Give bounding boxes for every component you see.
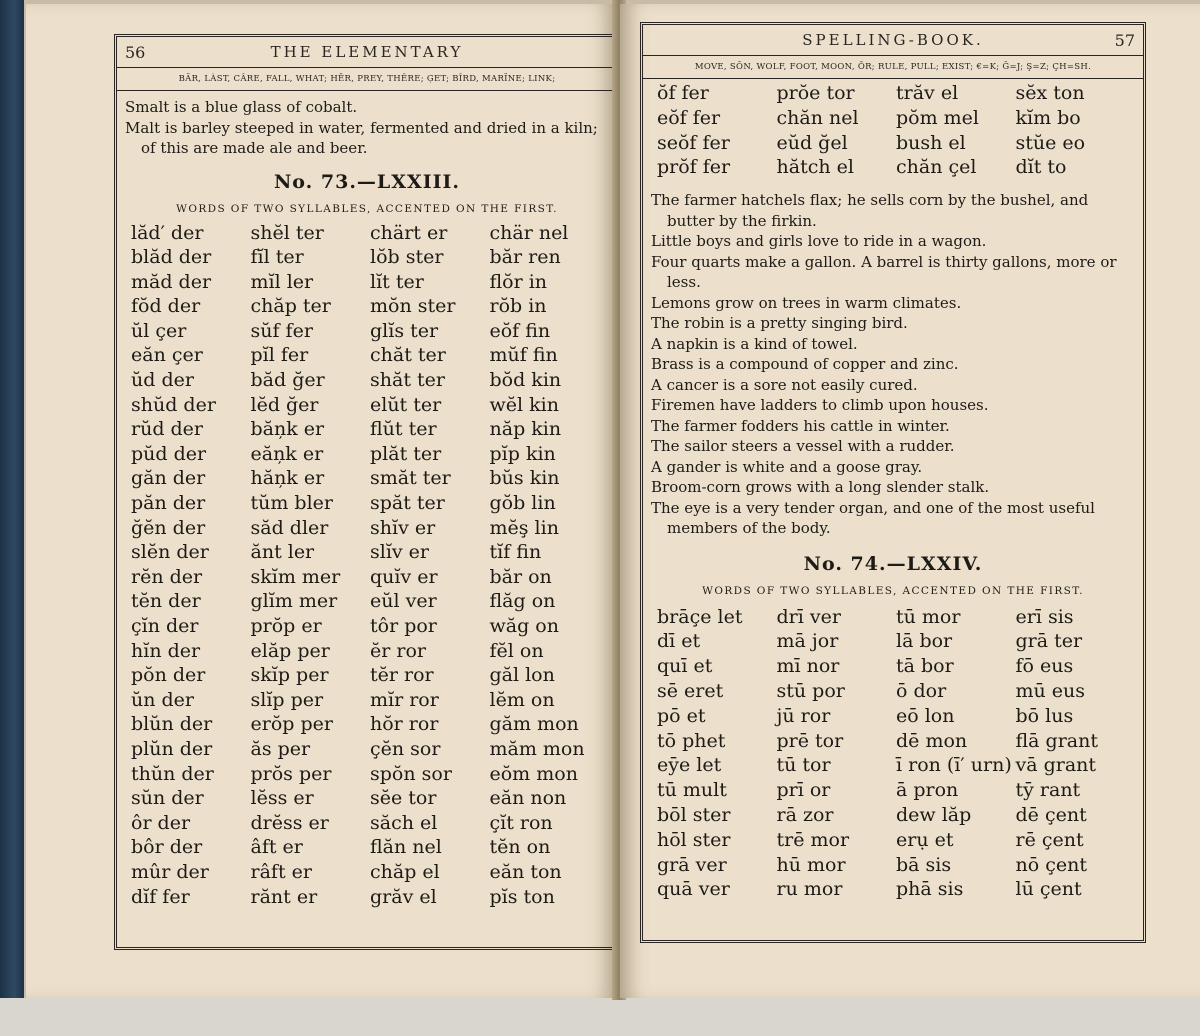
word-entry: çĕn sor bbox=[370, 737, 441, 760]
word-entry: sē eret bbox=[657, 680, 724, 703]
word-entry: çĭn der bbox=[131, 615, 199, 637]
word-entry: pĭp kin bbox=[489, 442, 556, 465]
word-entry: trăv el bbox=[896, 82, 959, 104]
word-entry: tôr por bbox=[370, 615, 437, 637]
word-entry: ôr der bbox=[131, 811, 191, 834]
word-entry: phā sis bbox=[896, 878, 964, 901]
prose-line: A cancer is a sore not easily cured. bbox=[651, 375, 918, 394]
word-entry: slĕn der bbox=[131, 541, 209, 564]
word-entry: hōl ster bbox=[657, 828, 731, 851]
word-entry: grā ver bbox=[657, 853, 727, 876]
word-entry: mŭf fin bbox=[489, 344, 558, 367]
word-entry: pĭs ton bbox=[489, 885, 555, 908]
word-entry: lăd′ der bbox=[131, 221, 204, 244]
word-entry: shĕl ter bbox=[250, 221, 324, 244]
running-title: THE ELEMENTARY bbox=[270, 43, 464, 61]
word-entry: lĕm on bbox=[489, 688, 555, 711]
word-entry: dĭt to bbox=[1015, 156, 1067, 179]
word-entry: bush el bbox=[896, 131, 966, 154]
word-entry: thŭn der bbox=[131, 762, 214, 785]
word-entry: sŭn der bbox=[131, 787, 204, 810]
word-entry: râft er bbox=[250, 860, 312, 883]
word-entry: quā ver bbox=[657, 878, 730, 901]
prose-line: Firemen have ladders to climb upon houses. bbox=[651, 396, 989, 415]
word-entry: ā pron bbox=[896, 779, 959, 802]
word-entry: quĭv er bbox=[370, 565, 438, 588]
word-entry: ănt ler bbox=[250, 541, 315, 564]
word-entry: lŏb ster bbox=[370, 246, 444, 269]
word-entry: mûr der bbox=[131, 860, 209, 883]
word-entry: fō eus bbox=[1015, 655, 1074, 678]
word-entry: băd ğer bbox=[250, 369, 325, 392]
word-entry: tā bor bbox=[896, 655, 954, 678]
word-entry: tĕr ror bbox=[370, 664, 434, 687]
word-entry: eăn non bbox=[489, 787, 567, 810]
word-entry: tŭm bler bbox=[250, 492, 333, 515]
pronunciation-key: BÄR, LÀST, CÂRE, FALL, WHAT; HĒR, PREY, THÊRE; ĢET; BÎRD, MARÏNE; LINK; bbox=[117, 67, 617, 91]
word-entry: skĭm mer bbox=[250, 565, 341, 588]
word-entry: pĭl fer bbox=[250, 344, 309, 367]
word-entry: găn der bbox=[131, 467, 206, 490]
word-entry: fĕl on bbox=[489, 639, 544, 662]
word-entry: pŏn der bbox=[131, 664, 206, 687]
word-table bbox=[657, 605, 1135, 903]
word-entry: mī nor bbox=[776, 655, 840, 678]
word-entry: hătch el bbox=[776, 156, 854, 179]
word-entry: eŭl ver bbox=[370, 590, 437, 613]
word-entry: pŭd der bbox=[131, 442, 207, 465]
lesson-title: No. 73.—LXXIII. bbox=[273, 170, 461, 193]
running-head bbox=[643, 31, 1143, 55]
word-entry: sĕe tor bbox=[370, 787, 437, 810]
word-entry: rŏb in bbox=[489, 295, 547, 318]
word-entry: bōl ster bbox=[657, 804, 731, 827]
word-entry: rĕn der bbox=[131, 565, 203, 588]
word-entry: lĭt ter bbox=[370, 270, 424, 293]
word-entry: chärt er bbox=[370, 221, 448, 244]
word-entry: lā bor bbox=[896, 630, 953, 653]
word-entry: blŭn der bbox=[131, 713, 213, 736]
word-entry: hăņk er bbox=[250, 467, 325, 490]
word-entry: flā grant bbox=[1015, 729, 1098, 752]
word-entry: wăg on bbox=[489, 615, 559, 637]
word-entry: chăn nel bbox=[776, 106, 859, 129]
word-entry: ī ron (ī′ urn) bbox=[896, 754, 1012, 777]
word-entry: quī et bbox=[657, 655, 713, 678]
prose-block bbox=[125, 97, 609, 159]
word-entry: eŭd ğel bbox=[776, 131, 848, 154]
word-entry: grăv el bbox=[370, 885, 437, 908]
word-entry: băņk er bbox=[250, 418, 325, 441]
word-entry: erī sis bbox=[1015, 605, 1074, 628]
word-entry: stū por bbox=[776, 680, 845, 703]
word-entry: tū mult bbox=[657, 779, 727, 802]
word-entry: băr ren bbox=[489, 246, 561, 269]
word-entry: găl lon bbox=[489, 664, 555, 687]
word-entry: hū mor bbox=[776, 853, 846, 876]
word-entry: prŏe tor bbox=[776, 82, 855, 104]
word-entry: plŭn der bbox=[131, 737, 213, 760]
word-entry: kĭm bo bbox=[1015, 106, 1081, 129]
word-entry: eăn ton bbox=[489, 860, 562, 883]
prose-line: The sailor steers a vessel with a rudder. bbox=[651, 437, 955, 456]
word-table bbox=[657, 81, 1135, 180]
word-entry: gŏb lin bbox=[489, 492, 556, 515]
word-entry: ĕr ror bbox=[370, 639, 426, 662]
word-entry: bā sis bbox=[896, 853, 952, 876]
word-entry: băr on bbox=[489, 565, 552, 588]
word-entry: prī or bbox=[776, 779, 831, 802]
word-entry: fŏd der bbox=[131, 295, 201, 318]
word-entry: dĭf fer bbox=[131, 885, 190, 908]
word-entry: vā grant bbox=[1015, 754, 1097, 777]
prose-line: Brass is a compound of copper and zinc. bbox=[651, 355, 959, 374]
word-entry: bŭs kin bbox=[489, 467, 560, 490]
prose-line: The farmer hatchels flax; he sells corn by the bushel, and butter by the firkin. bbox=[651, 191, 1089, 230]
word-entry: shăt ter bbox=[370, 369, 445, 392]
prose-line: A gander is white and a goose gray. bbox=[651, 457, 923, 476]
word-entry: âft er bbox=[250, 836, 303, 859]
word-entry: eō lon bbox=[896, 704, 955, 727]
word-entry: mĕş lin bbox=[489, 516, 559, 539]
word-entry: chăt ter bbox=[370, 344, 446, 367]
word-entry: mŏn ster bbox=[370, 295, 456, 318]
word-entry: grā ter bbox=[1015, 630, 1083, 653]
word-entry: erụ et bbox=[896, 828, 954, 851]
word-entry: smăt ter bbox=[370, 467, 451, 490]
word-entry: drĕss er bbox=[250, 811, 329, 834]
prose-block bbox=[651, 190, 1135, 539]
word-entry: eŏf fin bbox=[489, 319, 551, 342]
word-entry: săch el bbox=[370, 811, 438, 834]
lesson-subtitle: WORDS OF TWO SYLLABLES, ACCENTED ON THE FIRST. bbox=[176, 202, 558, 215]
word-entry: wĕl kin bbox=[489, 393, 559, 416]
right-page-frame bbox=[640, 22, 1146, 943]
running-title: SPELLING-BOOK. bbox=[802, 31, 984, 49]
word-entry: seŏf fer bbox=[657, 131, 730, 154]
word-entry: lĕd ğer bbox=[250, 393, 319, 416]
word-entry: nō çent bbox=[1015, 853, 1087, 876]
page-number: 57 bbox=[1114, 31, 1135, 50]
word-entry: mĭl ler bbox=[250, 270, 314, 293]
scan-background bbox=[0, 998, 1200, 1036]
word-entry: păn der bbox=[131, 492, 206, 515]
right-page bbox=[620, 4, 1200, 998]
word-entry: sĕx ton bbox=[1015, 82, 1085, 104]
prose-line: The farmer fodders his cattle in winter. bbox=[651, 416, 950, 435]
word-entry: ğĕn der bbox=[131, 516, 206, 539]
word-entry: hŏr ror bbox=[370, 713, 439, 736]
word-entry: dī et bbox=[657, 630, 701, 653]
word-entry: măd der bbox=[131, 270, 212, 293]
word-entry: ăs per bbox=[250, 737, 311, 760]
word-entry: flăg on bbox=[489, 590, 556, 613]
word-entry: dē çent bbox=[1015, 804, 1087, 827]
prose-line: Lemons grow on trees in warm climates. bbox=[651, 293, 962, 312]
word-entry: găm mon bbox=[489, 713, 579, 736]
word-entry: prē tor bbox=[776, 729, 844, 752]
word-entry: sŭf fer bbox=[250, 319, 313, 342]
lesson-subtitle: WORDS OF TWO SYLLABLES, ACCENTED ON THE FIRST. bbox=[702, 584, 1084, 597]
word-entry: chăn çel bbox=[896, 156, 977, 179]
word-entry: ō dor bbox=[896, 680, 947, 703]
word-entry: prŏf fer bbox=[657, 156, 731, 179]
page-number: 56 bbox=[125, 43, 146, 62]
word-entry: tū mor bbox=[896, 605, 961, 628]
word-entry: prŏp er bbox=[250, 615, 322, 637]
word-entry: blăd der bbox=[131, 246, 212, 269]
word-entry: spŏn sor bbox=[370, 762, 452, 785]
word-entry: eăn çer bbox=[131, 344, 203, 367]
prose-line: Four quarts make a gallon. A barrel is thirty gallons, more or less. bbox=[651, 252, 1117, 292]
prose-line: Broom-corn grows with a long slender stalk. bbox=[651, 478, 990, 497]
word-entry: tȳ rant bbox=[1015, 779, 1081, 802]
word-entry: tĕn on bbox=[489, 836, 551, 859]
word-entry: slĭp per bbox=[250, 688, 324, 711]
word-entry: ŭd der bbox=[131, 369, 194, 392]
word-entry: pō et bbox=[657, 704, 706, 727]
word-entry: rā zor bbox=[776, 804, 834, 827]
word-entry: prŏs per bbox=[250, 762, 332, 785]
word-entry: mĭr ror bbox=[370, 688, 439, 711]
word-entry: bôr der bbox=[131, 836, 203, 859]
word-entry: tĭf fin bbox=[489, 541, 542, 564]
word-entry: ŏf fer bbox=[657, 82, 709, 104]
word-entry: chăp ter bbox=[250, 295, 331, 318]
prose-line: Malt is barley steeped in water, fermented and dried in a kiln; of this are made ale and beer. bbox=[125, 118, 598, 157]
word-entry: săd dler bbox=[250, 516, 329, 539]
word-entry: stŭe eo bbox=[1015, 131, 1086, 154]
word-entry: rŭd der bbox=[131, 418, 204, 441]
word-entry: lū çent bbox=[1015, 878, 1082, 901]
word-entry: slĭv er bbox=[370, 541, 430, 564]
word-entry: eăņk er bbox=[250, 442, 324, 465]
prose-line: Little boys and girls love to ride in a wagon. bbox=[651, 232, 987, 251]
word-entry: chär nel bbox=[489, 221, 569, 244]
lesson-title: No. 74.—LXXIV. bbox=[803, 552, 983, 575]
word-entry: mā jor bbox=[776, 630, 839, 653]
word-entry: ru mor bbox=[776, 878, 843, 901]
word-entry: ŭn der bbox=[131, 688, 195, 711]
pronunciation-key: MOVE, SŎN, WOLF, FOOT, MOON, ŌR; RULE, PULL; EXIST; €=K; Ğ=J; Ş=Z; ÇH=SH. bbox=[643, 55, 1143, 79]
word-entry: spăt ter bbox=[370, 492, 445, 515]
word-entry: mū eus bbox=[1015, 680, 1086, 703]
word-entry: lĕss er bbox=[250, 787, 314, 810]
word-entry: trē mor bbox=[776, 828, 850, 851]
word-entry: jū ror bbox=[776, 704, 831, 727]
word-entry: flŭt ter bbox=[370, 418, 437, 441]
prose-line: Smalt is a blue glass of cobalt. bbox=[125, 98, 358, 116]
book-cover-edge bbox=[0, 0, 24, 1036]
word-entry: flăn nel bbox=[370, 836, 442, 859]
word-entry: hĭn der bbox=[131, 639, 201, 662]
word-entry: tū tor bbox=[776, 754, 831, 777]
word-entry: fĭl ter bbox=[250, 246, 304, 269]
word-entry: bō lus bbox=[1015, 704, 1074, 727]
word-entry: năp kin bbox=[489, 418, 562, 441]
word-entry: rē çent bbox=[1015, 828, 1084, 851]
word-entry: chăp el bbox=[370, 860, 440, 883]
word-entry: măm mon bbox=[489, 737, 585, 760]
prose-line: The eye is a very tender organ, and one of the most useful members of the body. bbox=[651, 498, 1095, 538]
prose-line: The robin is a pretty singing bird. bbox=[651, 314, 908, 333]
word-entry: ŭl çer bbox=[131, 319, 187, 342]
page-content bbox=[125, 97, 609, 909]
word-entry: skĭp per bbox=[250, 664, 329, 687]
word-entry: bŏd kin bbox=[489, 369, 562, 392]
word-entry: erŏp per bbox=[250, 713, 333, 736]
word-entry: dew lăp bbox=[896, 804, 972, 827]
word-table bbox=[131, 221, 609, 910]
prose-line: A napkin is a kind of towel. bbox=[651, 334, 858, 353]
word-entry: glĭm mer bbox=[250, 590, 338, 613]
word-entry: çĭt ron bbox=[489, 811, 553, 834]
left-page bbox=[26, 4, 616, 998]
word-entry: dē mon bbox=[896, 729, 968, 752]
left-page-frame bbox=[114, 34, 620, 950]
running-head bbox=[117, 43, 617, 67]
word-entry: shĭv er bbox=[370, 516, 436, 539]
word-entry: drī ver bbox=[776, 605, 841, 628]
word-entry: flŏr in bbox=[489, 270, 548, 293]
word-entry: elăp per bbox=[250, 639, 330, 662]
word-entry: shŭd der bbox=[131, 393, 216, 416]
word-entry: eŏf fer bbox=[657, 106, 721, 129]
page-content bbox=[651, 81, 1135, 902]
word-entry: eȳe let bbox=[657, 754, 722, 777]
word-entry: eŏm mon bbox=[489, 762, 578, 785]
word-entry: tĕn der bbox=[131, 590, 201, 613]
word-entry: brāçe let bbox=[657, 605, 743, 628]
word-entry: glĭs ter bbox=[370, 319, 439, 342]
word-entry: tō phet bbox=[657, 729, 726, 752]
word-entry: pŏm mel bbox=[896, 106, 979, 129]
word-entry: elŭt ter bbox=[370, 393, 442, 416]
word-entry: rănt er bbox=[250, 885, 318, 908]
word-entry: plăt ter bbox=[370, 442, 442, 465]
